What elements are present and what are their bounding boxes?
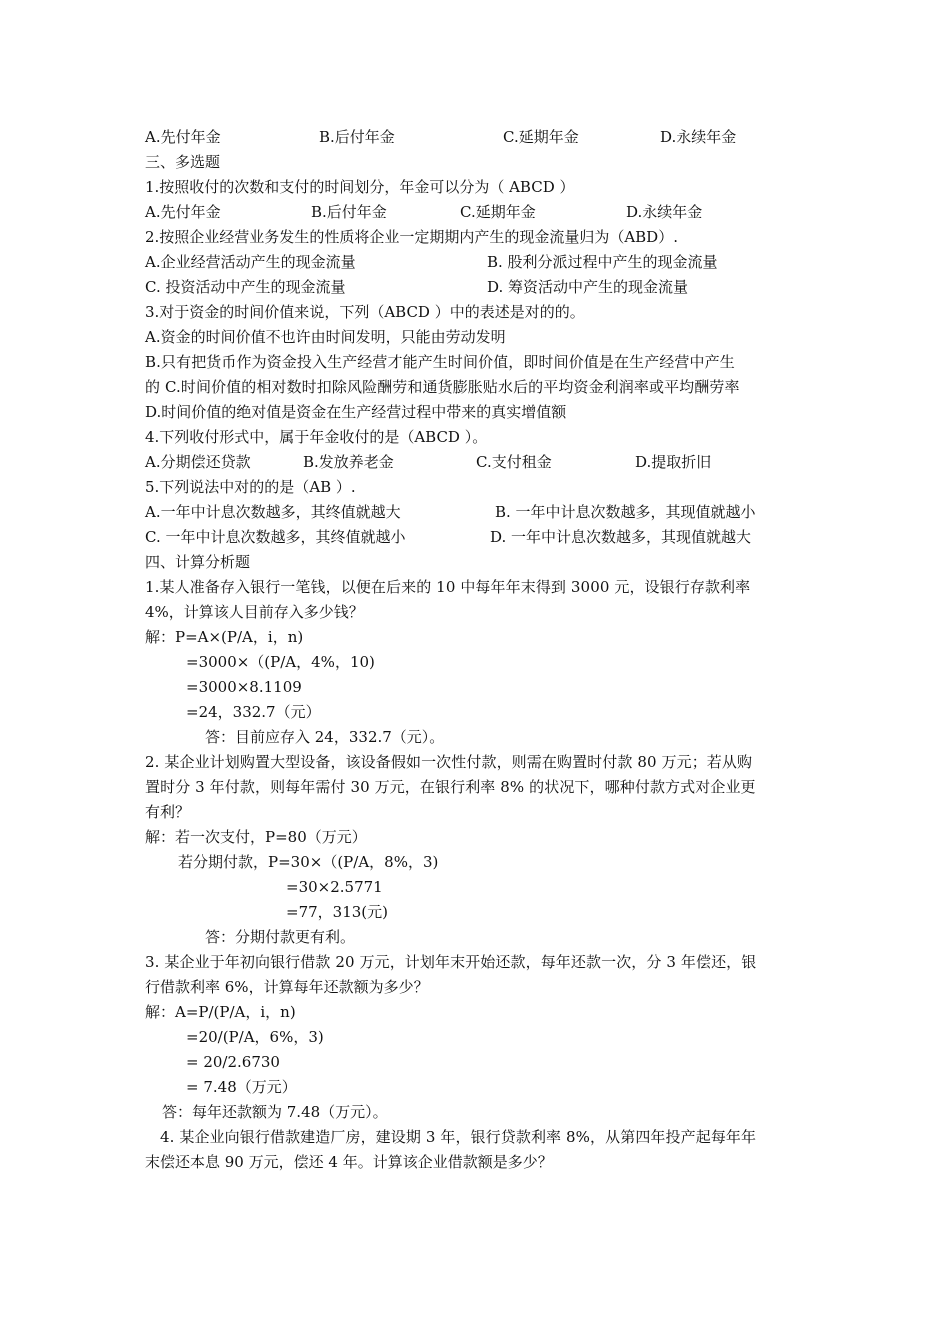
solution-line: 解：A=P/(P/A，i，n) — [145, 1003, 296, 1021]
option-a: A.企业经营活动产生的现金流量 — [145, 253, 356, 271]
option-c: C. 一年中计息次数越多，其终值就越小 — [145, 528, 406, 546]
question-text: 3.对于资金的时间价值来说，下列（ABCD ）中的表述是对的的。 — [145, 303, 585, 321]
option-b: B. 一年中计息次数越多，其现值就越小 — [495, 503, 756, 521]
option-b: B.后付年金 — [311, 203, 387, 221]
solution-line: =77，313(元) — [286, 903, 388, 921]
solution-line: =3000×（(P/A，4%，10) — [186, 653, 375, 671]
option-a: A.先付年金 — [145, 128, 221, 146]
solution-line: =3000×8.1109 — [186, 678, 302, 696]
solution-line: =30×2.5771 — [286, 878, 383, 896]
question-text: 2.按照企业经营业务发生的性质将企业一定期期内产生的现金流量归为（ABD）. — [145, 228, 678, 246]
option-d: D. 一年中计息次数越多，其现值就越大 — [490, 528, 752, 546]
option-b: B.发放养老金 — [303, 453, 394, 471]
option-d: D.永续年金 — [626, 203, 703, 221]
option-c: C.支付租金 — [476, 453, 552, 471]
answer-line: 答：每年还款额为 7.48（万元）。 — [162, 1103, 388, 1121]
question-text: 5.下列说法中对的的是（AB ）. — [145, 478, 356, 496]
answer-line: 答：分期付款更有利。 — [205, 928, 356, 946]
solution-line: 若分期付款，P=30×（(P/A，8%，3) — [178, 853, 439, 871]
option-text: A.资金的时间价值不也许由时间发明，只能由劳动发明 — [145, 328, 506, 346]
problem-text: 有利？ — [145, 803, 191, 821]
option-d: D. 筹资活动中产生的现金流量 — [487, 278, 689, 296]
option-d: D.永续年金 — [660, 128, 737, 146]
option-b: B.后付年金 — [319, 128, 395, 146]
solution-line: =20/(P/A，6%，3) — [186, 1028, 324, 1046]
problem-text: 4. 某企业向银行借款建造厂房，建设期 3 年，银行贷款利率 8%，从第四年投产起每年年 — [160, 1128, 757, 1146]
problem-text: 2. 某企业计划购置大型设备，该设备假如一次性付款，则需在购置时付款 80 万元；若从购 — [145, 753, 753, 771]
problem-text: 1.某人准备存入银行一笔钱，以便在后来的 10 中每年年末得到 3000 元，设银行存款利率 — [145, 578, 751, 596]
question-text: 1.按照收付的次数和支付的时间划分，年金可以分为（ ABCD ） — [145, 178, 575, 196]
option-c: C. 投资活动中产生的现金流量 — [145, 278, 346, 296]
solution-line: 解：若一次支付，P=80（万元） — [145, 828, 367, 846]
answer-line: 答：目前应存入 24，332.7（元）。 — [205, 728, 445, 746]
option-b: B. 股利分派过程中产生的现金流量 — [487, 253, 718, 271]
option-a: A.一年中计息次数越多，其终值就越大 — [145, 503, 401, 521]
option-c: C.延期年金 — [460, 203, 536, 221]
section-heading-calculation: 四、计算分析题 — [145, 553, 251, 571]
solution-line: = 20/2.6730 — [186, 1053, 280, 1071]
section-heading-multiple-choice: 三、多选题 — [145, 153, 221, 171]
option-text: 的 C.时间价值的相对数时扣除风险酬劳和通货膨胀贴水后的平均资金利润率或平均酬劳率 — [145, 378, 740, 396]
option-text: D.时间价值的绝对值是资金在生产经营过程中带来的真实增值额 — [145, 403, 567, 421]
solution-line: =24，332.7（元） — [186, 703, 321, 721]
solution-line: 解：P=A×(P/A，i，n) — [145, 628, 304, 646]
solution-line: = 7.48（万元） — [186, 1078, 297, 1096]
problem-text: 行借款利率 6%，计算每年还款额为多少？ — [145, 978, 429, 996]
question-text: 4.下列收付形式中，属于年金收付的是（ABCD ）。 — [145, 428, 488, 446]
option-d: D.提取折旧 — [635, 453, 712, 471]
option-c: C.延期年金 — [503, 128, 579, 146]
problem-text: 4%，计算该人目前存入多少钱？ — [145, 603, 364, 621]
problem-text: 置时分 3 年付款，则每年需付 30 万元，在银行利率 8% 的状况下，哪种付款方式对企业更 — [145, 778, 756, 796]
problem-text: 3. 某企业于年初向银行借款 20 万元，计划年末开始还款，每年还款一次，分 3 年偿还，银 — [145, 953, 757, 971]
option-a: A.分期偿还贷款 — [145, 453, 251, 471]
option-a: A.先付年金 — [145, 203, 221, 221]
option-text: B.只有把货币作为资金投入生产经营才能产生时间价值，即时间价值是在生产经营中产生 — [145, 353, 735, 371]
problem-text: 末偿还本息 90 万元，偿还 4 年。计算该企业借款额是多少？ — [145, 1153, 553, 1171]
